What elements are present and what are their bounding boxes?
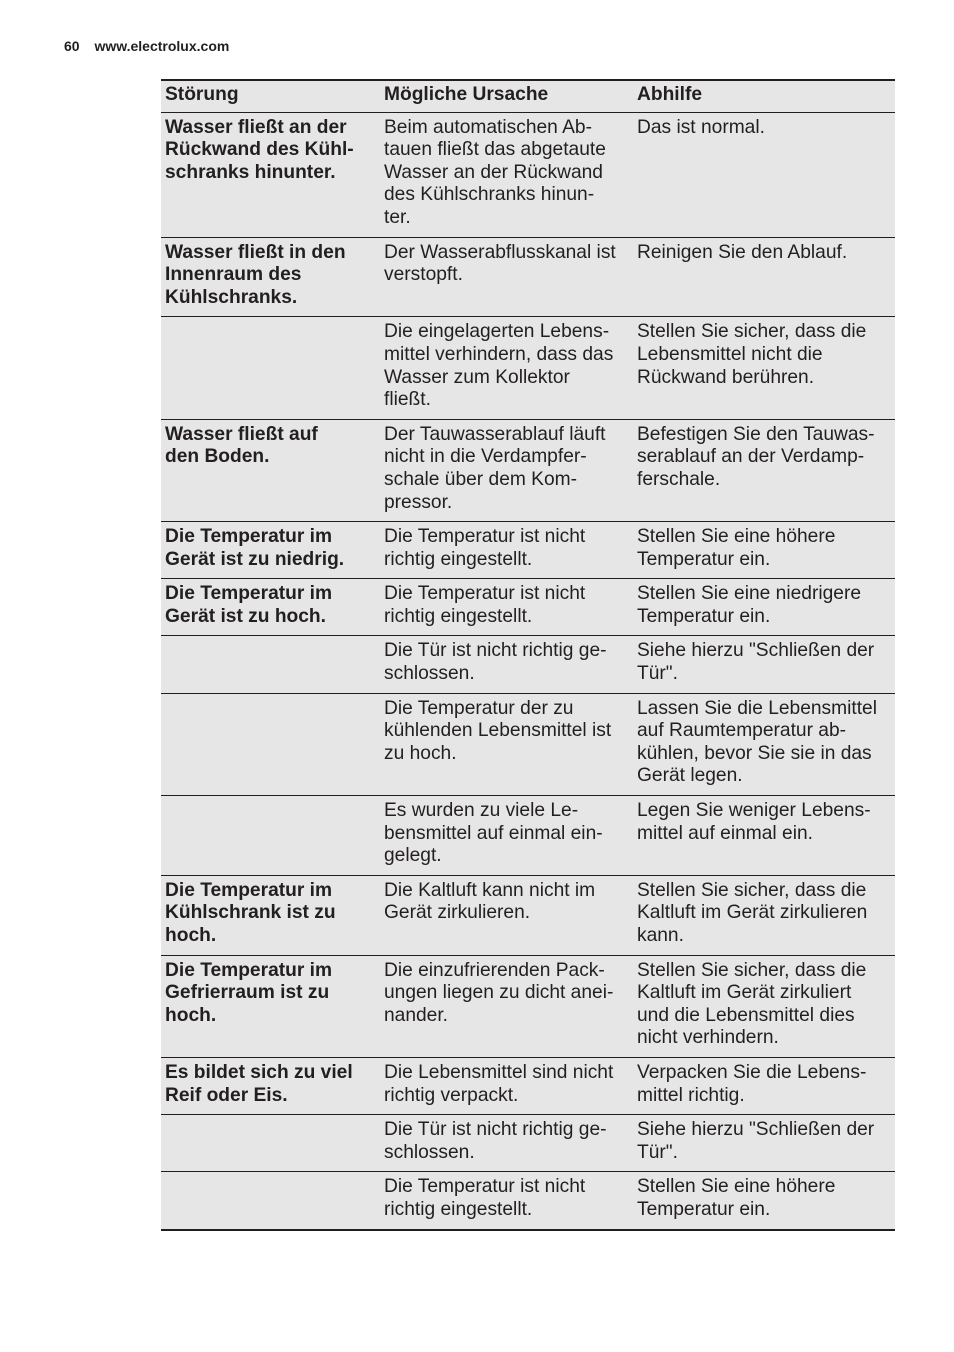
- cause-cell-line: Die Tür ist nicht richtig ge-: [384, 1119, 607, 1141]
- fault-cell-line: Gerät ist zu hoch.: [165, 605, 326, 627]
- table-body: [161, 112, 895, 1229]
- cause-cell-line: gelegt.: [384, 845, 442, 867]
- cause-cell-line: nicht in die Verdampfer-: [384, 446, 587, 468]
- fault-cell: [161, 317, 380, 419]
- cause-cell-line: richtig verpackt.: [384, 1084, 519, 1106]
- remedy-cell: [633, 317, 895, 419]
- fault-cell: [161, 636, 380, 693]
- cause-cell-line: des Kühlschranks hinun-: [384, 184, 595, 206]
- cause-cell-line: ter.: [384, 206, 411, 228]
- fault-cell-line: Kühlschrank ist zu: [165, 902, 336, 924]
- fault-cell-line: Die Temperatur im: [165, 879, 333, 901]
- fault-cell-line: Reif oder Eis.: [165, 1084, 288, 1106]
- remedy-cell-line: Stellen Sie sicher, dass die: [637, 879, 867, 901]
- cause-cell-line: richtig eingestellt.: [384, 605, 533, 627]
- fault-cell-line: Rückwand des Kühl-: [165, 139, 354, 161]
- table-row: [161, 796, 895, 876]
- table-header-row: [161, 80, 895, 112]
- remedy-cell: [633, 693, 895, 795]
- remedy-cell-line: nicht verhindern.: [637, 1027, 779, 1049]
- fault-cell-line: schranks hinunter.: [165, 161, 336, 183]
- fault-cell: [161, 1115, 380, 1172]
- cause-cell-line: mittel verhindern, dass das: [384, 343, 614, 365]
- fault-cell: [161, 419, 380, 521]
- remedy-cell-line: mittel richtig.: [637, 1084, 745, 1106]
- cause-cell-line: ungen liegen zu dicht anei-: [384, 982, 614, 1004]
- cause-cell-line: richtig eingestellt.: [384, 1198, 533, 1220]
- remedy-cell-line: Stellen Sie eine höhere: [637, 1176, 836, 1198]
- cause-cell: [380, 1172, 633, 1230]
- remedy-cell: [633, 636, 895, 693]
- fault-cell: [161, 1057, 380, 1114]
- cause-cell: [380, 579, 633, 636]
- remedy-cell-line: serablauf an der Verdamp-: [637, 446, 865, 468]
- remedy-cell: [633, 1115, 895, 1172]
- cause-cell: [380, 419, 633, 521]
- cause-cell-line: Wasser zum Kollektor: [384, 366, 570, 388]
- remedy-cell: [633, 112, 895, 237]
- cause-cell-line: richtig eingestellt.: [384, 548, 533, 570]
- cause-cell: [380, 955, 633, 1057]
- column-header-remedy: Abhilfe: [633, 80, 895, 112]
- cause-cell-line: Es wurden zu viele Le-: [384, 800, 579, 822]
- table-row: [161, 693, 895, 795]
- remedy-cell: [633, 579, 895, 636]
- remedy-cell: [633, 875, 895, 955]
- cause-cell-line: Die eingelagerten Lebens-: [384, 321, 610, 343]
- remedy-cell-line: Legen Sie weniger Lebens-: [637, 800, 871, 822]
- table-row: [161, 237, 895, 317]
- cause-cell-line: verstopft.: [384, 264, 463, 286]
- remedy-cell-line: Reinigen Sie den Ablauf.: [637, 241, 848, 263]
- cause-cell-line: tauen fließt das abgetaute: [384, 139, 606, 161]
- cause-cell-line: Die einzufrierenden Pack-: [384, 959, 605, 981]
- cause-cell-line: Die Lebensmittel sind nicht: [384, 1061, 614, 1083]
- remedy-cell-line: Rückwand berühren.: [637, 366, 815, 388]
- fault-cell: [161, 522, 380, 579]
- page-header: [64, 38, 229, 54]
- fault-cell-line: Wasser fließt in den: [165, 241, 346, 263]
- remedy-cell-line: Gerät legen.: [637, 765, 743, 787]
- cause-cell: [380, 796, 633, 876]
- fault-cell: [161, 693, 380, 795]
- remedy-cell-line: Stellen Sie sicher, dass die: [637, 321, 867, 343]
- cause-cell: [380, 112, 633, 237]
- table-row: [161, 1057, 895, 1114]
- fault-cell-line: Innenraum des: [165, 264, 302, 286]
- table-row: [161, 419, 895, 521]
- remedy-cell-line: Siehe hierzu "Schließen der: [637, 1119, 875, 1141]
- fault-cell: [161, 112, 380, 237]
- cause-cell-line: fließt.: [384, 389, 431, 411]
- fault-cell: [161, 237, 380, 317]
- cause-cell-line: schlossen.: [384, 663, 475, 685]
- fault-cell-line: den Boden.: [165, 446, 270, 468]
- cause-cell-line: nander.: [384, 1004, 449, 1026]
- remedy-cell: [633, 237, 895, 317]
- fault-cell-line: Es bildet sich zu viel: [165, 1061, 353, 1083]
- remedy-cell-line: mittel auf einmal ein.: [637, 822, 813, 844]
- cause-cell-line: Die Temperatur ist nicht: [384, 1176, 586, 1198]
- column-header-fault: Störung: [161, 80, 380, 112]
- remedy-cell: [633, 522, 895, 579]
- table-row: [161, 112, 895, 237]
- fault-cell: [161, 796, 380, 876]
- cause-cell-line: schlossen.: [384, 1141, 475, 1163]
- remedy-cell: [633, 955, 895, 1057]
- cause-cell: [380, 636, 633, 693]
- fault-cell-line: Gefrierraum ist zu: [165, 982, 330, 1004]
- remedy-cell-line: Temperatur ein.: [637, 605, 771, 627]
- cause-cell-line: schale über dem Kom-: [384, 468, 578, 490]
- remedy-cell-line: und die Lebensmittel dies: [637, 1004, 855, 1026]
- page-number: 60: [64, 38, 80, 54]
- remedy-cell-line: Stellen Sie eine höhere: [637, 526, 836, 548]
- cause-cell-line: Die Temperatur ist nicht: [384, 583, 586, 605]
- cause-cell: [380, 875, 633, 955]
- fault-cell: [161, 875, 380, 955]
- remedy-cell-line: Kaltluft im Gerät zirkulieren: [637, 902, 868, 924]
- remedy-cell: [633, 1057, 895, 1114]
- cause-cell-line: pressor.: [384, 491, 453, 513]
- fault-cell-line: Kühlschranks.: [165, 286, 298, 308]
- cause-cell-line: Die Temperatur ist nicht: [384, 526, 586, 548]
- remedy-cell-line: Tür".: [637, 1141, 678, 1163]
- cause-cell: [380, 522, 633, 579]
- cause-cell-line: Die Temperatur der zu: [384, 697, 574, 719]
- cause-cell-line: Die Tür ist nicht richtig ge-: [384, 640, 607, 662]
- remedy-cell-line: Siehe hierzu "Schließen der: [637, 640, 875, 662]
- remedy-cell-line: Temperatur ein.: [637, 1198, 771, 1220]
- table-row: [161, 579, 895, 636]
- table-row: [161, 955, 895, 1057]
- remedy-cell-line: kühlen, bevor Sie sie in das: [637, 742, 872, 764]
- remedy-cell-line: Lassen Sie die Lebensmittel: [637, 697, 877, 719]
- fault-cell-line: Die Temperatur im: [165, 583, 333, 605]
- fault-cell-line: Wasser fließt auf: [165, 423, 318, 445]
- remedy-cell-line: Stellen Sie eine niedrigere: [637, 583, 862, 605]
- remedy-cell-line: Temperatur ein.: [637, 548, 771, 570]
- cause-cell-line: bensmittel auf einmal ein-: [384, 822, 603, 844]
- remedy-cell: [633, 796, 895, 876]
- remedy-cell-line: Kaltluft im Gerät zirkuliert: [637, 982, 852, 1004]
- remedy-cell-line: Tür".: [637, 663, 678, 685]
- cause-cell: [380, 693, 633, 795]
- remedy-cell-line: kann.: [637, 925, 684, 946]
- fault-cell-line: Die Temperatur im: [165, 526, 333, 548]
- fault-cell: [161, 955, 380, 1057]
- cause-cell-line: Die Kaltluft kann nicht im: [384, 879, 596, 901]
- fault-cell-line: Gerät ist zu niedrig.: [165, 548, 345, 570]
- cause-cell-line: zu hoch.: [384, 742, 457, 764]
- cause-cell-line: Wasser an der Rückwand: [384, 161, 603, 183]
- fault-cell-line: Wasser fließt an der: [165, 116, 347, 138]
- cause-cell-line: Gerät zirkulieren.: [384, 902, 531, 924]
- table-row: [161, 875, 895, 955]
- table-row: [161, 522, 895, 579]
- cause-cell-line: Der Wasserabflusskanal ist: [384, 241, 616, 263]
- remedy-cell: [633, 1172, 895, 1230]
- column-header-cause: Mögliche Ursache: [380, 80, 633, 112]
- website-url: www.electrolux.com: [94, 38, 230, 54]
- remedy-cell: [633, 419, 895, 521]
- fault-cell: [161, 1172, 380, 1230]
- cause-cell-line: Der Tauwasserablauf läuft: [384, 423, 606, 445]
- cause-cell: [380, 317, 633, 419]
- cause-cell-line: kühlenden Lebensmittel ist: [384, 720, 612, 742]
- remedy-cell-line: Verpacken Sie die Lebens-: [637, 1061, 867, 1083]
- table-row: [161, 1115, 895, 1172]
- cause-cell: [380, 1057, 633, 1114]
- table-row: [161, 636, 895, 693]
- remedy-cell-line: Das ist normal.: [637, 116, 765, 138]
- troubleshooting-table: [161, 79, 895, 1231]
- fault-cell-line: Die Temperatur im: [165, 959, 333, 981]
- cause-cell: [380, 237, 633, 317]
- cause-cell-line: Beim automatischen Ab-: [384, 116, 592, 138]
- remedy-cell-line: Befestigen Sie den Tauwas-: [637, 423, 875, 445]
- remedy-cell-line: auf Raumtemperatur ab-: [637, 720, 847, 742]
- fault-cell-line: hoch.: [165, 1004, 217, 1026]
- cause-cell: [380, 1115, 633, 1172]
- fault-cell: [161, 579, 380, 636]
- table-row: [161, 1172, 895, 1230]
- fault-cell-line: hoch.: [165, 925, 217, 946]
- remedy-cell-line: Lebensmittel nicht die: [637, 343, 823, 365]
- table-row: [161, 317, 895, 419]
- remedy-cell-line: ferschale.: [637, 468, 721, 490]
- remedy-cell-line: Stellen Sie sicher, dass die: [637, 959, 867, 981]
